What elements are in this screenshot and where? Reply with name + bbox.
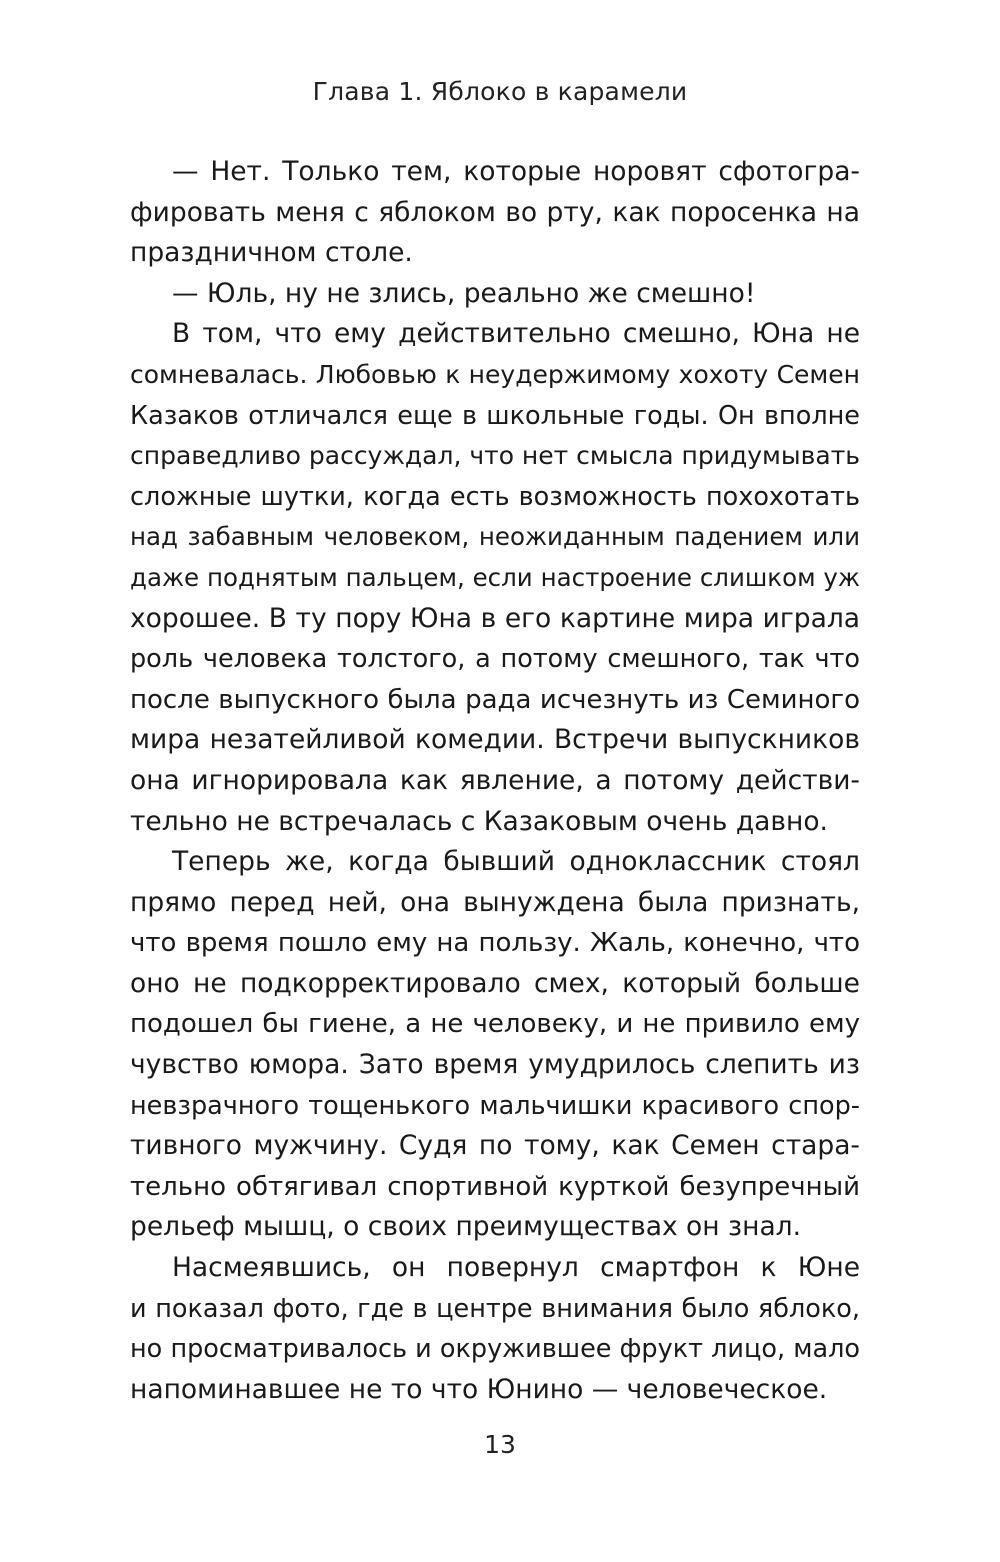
text-line: праздничном столе. [130, 237, 413, 269]
text-line: мира незатейливой комедии. Встречи выпускников [130, 724, 860, 756]
text-line: но просматривалось и окружившее фрукт лицо, мало [130, 1334, 860, 1365]
text-line: В том, что ему действительно смешно, Юна не [172, 318, 860, 350]
text-line: даже поднятым пальцем, если настроение слишком уж [130, 562, 860, 592]
text-line: чувство юмора. Зато время умудрилось слепить из [130, 1049, 860, 1081]
text-line: — Нет. Только тем, которые норовят сфотогра- [172, 156, 860, 187]
text-line: она игнорировала как явление, а потому действи- [130, 764, 860, 796]
running-head: Глава 1. Яблоко в карамели [312, 77, 688, 106]
text-line: оно не подкорректировало смех, который больше [130, 967, 860, 999]
text-line: хорошее. В ту пору Юна в его картине мира играла [130, 602, 860, 634]
text-line: роль человека толстого, а потому смешного, так что [130, 644, 860, 675]
body-text [130, 152, 860, 1410]
text-line: сложные шутки, когда есть возможность похохотать [130, 481, 860, 512]
text-line: сомневалась. Любовью к неудержимому хохоту Семен [130, 359, 860, 389]
text-line: тивного мужчину. Судя по тому, как Семен стара- [130, 1130, 860, 1162]
text-line: над забавным человеком, неожиданным падением или [130, 522, 860, 552]
text-line: подошел бы гиене, а не человеку, и не привило ему [130, 1009, 860, 1040]
text-line: напоминавшее не то что Юнино — человеческое. [130, 1373, 828, 1405]
text-line: прямо перед ней, она вынуждена была признать, [130, 886, 860, 918]
text-line: Насмеявшись, он повернул смартфон к Юне [172, 1252, 860, 1284]
text-line: рельеф мышц, о своих преимуществах он знал. [130, 1211, 802, 1243]
text-line: что время пошло ему на пользу. Жаль, конечно, что [130, 928, 860, 959]
text-line: — Юль, ну не злись, реально же смешно! [172, 277, 756, 309]
page-number: 13 [484, 1430, 516, 1459]
text-line: тельно не встречалась с Казаковым очень давно. [130, 805, 828, 837]
text-line: после выпускного была рада исчезнуть из Семиного [130, 684, 860, 715]
text-line: Казаков отличался еще в школьные годы. Он вполне [130, 400, 860, 431]
text-line: справедливо рассуждал, что нет смысла придумывать [130, 441, 860, 471]
text-line: фировать меня с яблоком во рту, как поросенка на [130, 196, 860, 228]
text-line: Теперь же, когда бывший одноклассник стоял [172, 846, 860, 878]
text-line: невзрачного тощенького мальчишки красивого спор- [130, 1090, 860, 1121]
text-line: тельно обтягивал спортивной курткой безупречный [130, 1171, 860, 1202]
text-line: и показал фото, где в центре внимания было яблоко, [130, 1293, 860, 1324]
